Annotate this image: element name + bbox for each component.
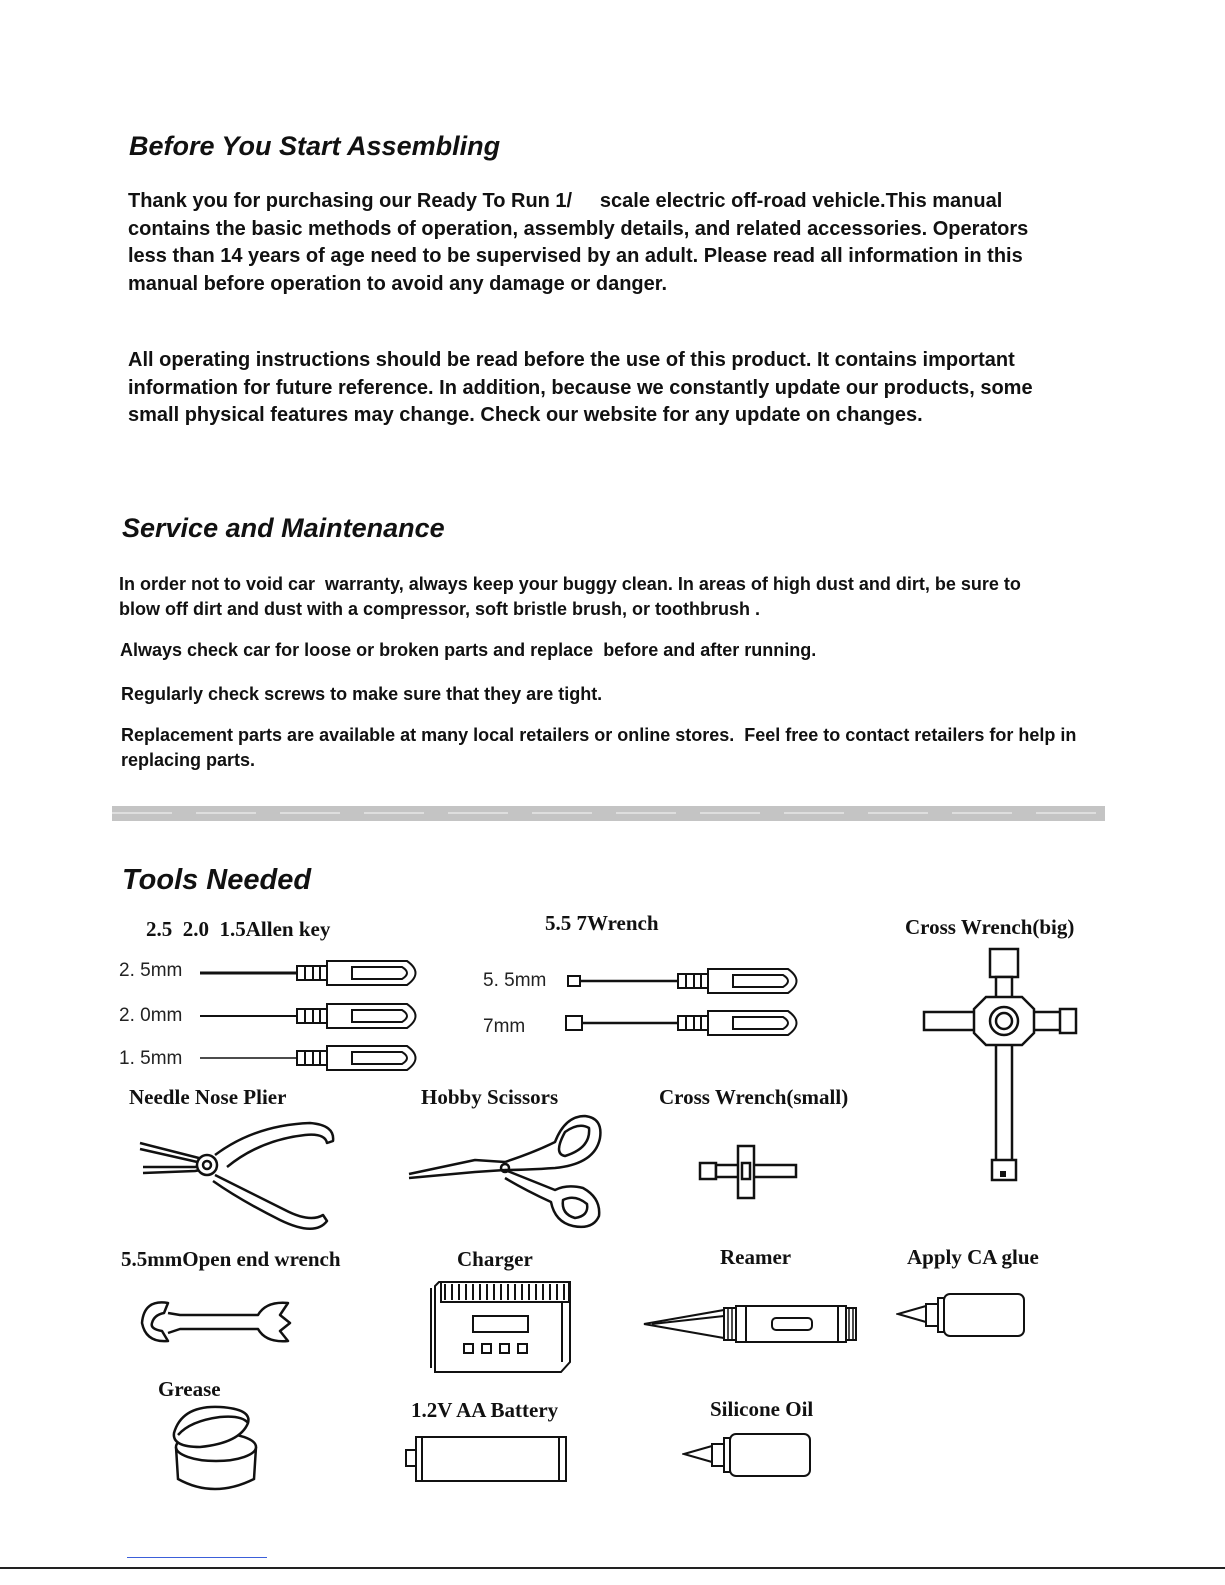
needle-nose-plier-icon xyxy=(135,1115,340,1235)
service-paragraph-4: Replacement parts are available at many local retailers or online stores. Feel free to contact retailers for help in replacing parts. xyxy=(121,725,1077,770)
service-paragraph-3: Regularly check screws to make sure that they are tight. xyxy=(121,684,603,704)
aa-battery-label: 1.2V AA Battery xyxy=(411,1398,559,1422)
allen-key-label: 2.5 2.0 1.5Allen key xyxy=(146,917,331,941)
ca-glue-bottle-icon xyxy=(896,1292,1031,1340)
silicone-oil-label: Silicone Oil xyxy=(710,1397,814,1421)
allen-key-size-1-5: 1. 5mm xyxy=(119,1048,183,1069)
wrench-label: 5.5 7Wrench xyxy=(545,911,659,935)
service-paragraph-2: Always check car for loose or broken parts and replace before and after running. xyxy=(120,640,817,660)
wrench-size-5-5: 5. 5mm xyxy=(483,970,547,991)
cross-wrench-big-label: Cross Wrench(big) xyxy=(905,915,1075,939)
hobby-scissors-label: Hobby Scissors xyxy=(421,1085,559,1109)
aa-battery-icon xyxy=(404,1434,569,1484)
reamer-label: Reamer xyxy=(720,1245,792,1269)
footer-link-underline xyxy=(127,1557,267,1558)
allen-key-icon xyxy=(192,955,432,1075)
service-paragraph-1: In order not to void car warranty, always keep your buggy clean. In areas of high dust and dirt, be sure to blow off dirt and dust with a compressor, soft bristle brush, or toothbrush . xyxy=(119,574,1021,619)
before-start-paragraph-2: All operating instructions should be read before the use of this product. It contains important information for future reference. In addition, because we constantly update our products, some small physical features may change. Check our website for any update on changes. xyxy=(128,349,1033,426)
ca-glue-label: Apply CA glue xyxy=(907,1245,1039,1269)
open-end-wrench-icon xyxy=(140,1295,300,1350)
footer-rule xyxy=(0,1567,1225,1569)
before-start-paragraph-1: Thank you for purchasing our Ready To Run 1/ scale electric off-road vehicle.This manual contains the basic methods of operation, assembly details, and related accessories. Operators less than 14 years of age need to be supervised by an adult. Please read all information in this manual before operation to avoid any damage or danger. xyxy=(128,190,1029,295)
hobby-scissors-icon xyxy=(405,1112,605,1232)
open-end-wrench-label: 5.5mmOpen end wrench xyxy=(121,1247,341,1271)
grease-label: Grease xyxy=(158,1377,221,1401)
service-heading: Service and Maintenance xyxy=(122,513,445,543)
reamer-icon xyxy=(642,1302,862,1346)
tools-heading: Tools Needed xyxy=(122,864,312,896)
grease-tin-icon xyxy=(170,1403,260,1495)
nut-driver-icon xyxy=(565,962,810,1047)
charger-icon xyxy=(425,1276,575,1376)
section-divider xyxy=(112,806,1105,821)
cross-wrench-small-icon xyxy=(698,1143,798,1203)
needle-nose-plier-label: Needle Nose Plier xyxy=(129,1085,287,1109)
allen-key-size-2-0: 2. 0mm xyxy=(119,1005,183,1026)
charger-label: Charger xyxy=(457,1247,533,1271)
cross-wrench-small-label: Cross Wrench(small) xyxy=(659,1085,849,1109)
allen-key-size-2-5: 2. 5mm xyxy=(119,960,183,981)
wrench-size-7: 7mm xyxy=(483,1016,526,1037)
before-start-heading: Before You Start Assembling xyxy=(129,131,501,161)
cross-wrench-big-icon xyxy=(920,945,1080,1190)
silicone-oil-bottle-icon xyxy=(682,1432,817,1480)
